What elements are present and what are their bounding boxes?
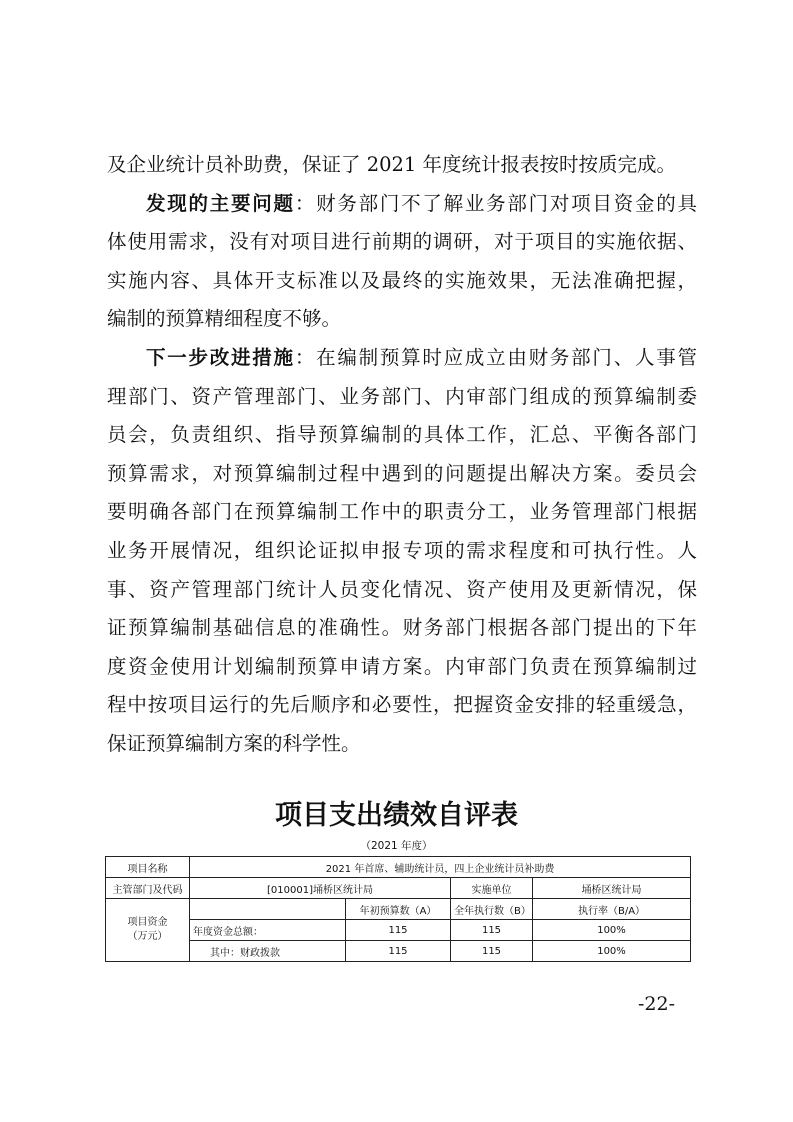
text-fragment: ：财务部门不了解业务部门对项目资金的具 [294, 191, 697, 215]
rate-cell: 100% [533, 941, 691, 962]
impl-unit-label: 实施单位 [451, 878, 533, 899]
text-line: 业务开展情况，组织论证拟申报专项的需求程度和可执行性。人 [107, 538, 697, 562]
paragraph-heading: 发现的主要问题 [146, 191, 295, 215]
impl-unit-value: 埇桥区统计局 [533, 878, 691, 899]
performance-evaluation-table [105, 856, 691, 962]
col-header-executed: 全年执行数（B） [451, 899, 533, 920]
text-line [107, 339, 697, 378]
table-year: （2021 年度） [360, 840, 433, 852]
paragraph-main-problems [107, 185, 697, 339]
col-header-rate: 执行率（B/A） [533, 899, 691, 920]
funds-label-line: 项目资金 [127, 917, 168, 928]
text-line: 事、资产管理部门统计人员变化情况、资产使用及更新情况，保 [107, 577, 697, 601]
budget-cell: 115 [346, 920, 451, 941]
table-row [106, 941, 691, 962]
text-line: 度资金使用计划编制预算申请方案。内审部门负责在预算编制过 [107, 654, 697, 678]
text-line: 保证预算编制方案的科学性。 [107, 731, 361, 755]
text-line: 体使用需求，没有对项目进行前期的调研，对于项目的实施依据、 [107, 230, 697, 254]
paragraph-continuation [107, 146, 697, 185]
table-row [106, 857, 691, 878]
text-line [107, 185, 697, 224]
text-line: 实施内容、具体开支标准以及最终的实施效果，无法准确把握， [107, 268, 697, 292]
text-line: 证预算编制基础信息的准确性。财务部门根据各部门提出的下年 [107, 616, 697, 640]
text-line: 预算需求，对预算编制过程中遇到的问题提出解决方案。委员会 [107, 461, 697, 485]
funds-label [106, 899, 190, 962]
text-fragment: ：在编制预算时应成立由财务部门、人事管 [294, 346, 697, 369]
project-name-value: 2021 年首席、辅助统计员，四上企业统计员补助费 [190, 857, 691, 878]
executed-cell: 115 [451, 941, 533, 962]
table-row [106, 899, 691, 920]
table-row [106, 878, 691, 899]
row-label: 年度资金总额： [190, 920, 346, 941]
text-line: 要明确各部门在预算编制工作中的职责分工，业务管理部门根据 [107, 500, 697, 524]
text-line: 员会，负责组织、指导预算编制的具体工作，汇总、平衡各部门 [107, 423, 697, 447]
paragraph-next-steps [107, 339, 697, 764]
table-title: 项目支出绩效自评表 [275, 800, 518, 831]
rate-cell: 100% [533, 920, 691, 941]
budget-cell: 115 [346, 941, 451, 962]
executed-cell: 115 [451, 920, 533, 941]
funds-unit-line: （万元） [127, 931, 168, 942]
text-line: 及企业统计员补助费，保证了 2021 年度统计报表按时按质完成。 [107, 153, 677, 176]
text-line: 编制的预算精细程度不够。 [107, 307, 342, 331]
dept-value: [010001]埇桥区统计局 [190, 878, 451, 899]
paragraph-heading: 下一步改进措施 [146, 346, 295, 369]
table-row [106, 920, 691, 941]
dept-label: 主管部门及代码 [106, 878, 190, 899]
text-line: 理部门、资产管理部门、业务部门、内审部门组成的预算编制委 [107, 384, 697, 408]
empty-header-cell [190, 899, 346, 920]
col-header-budget: 年初预算数（A） [346, 899, 451, 920]
text-line: 程中按项目运行的先后顺序和必要性，把握资金安排的轻重缓急， [107, 693, 697, 717]
row-label: 其中：财政拨款 [190, 941, 346, 962]
project-name-label: 项目名称 [106, 857, 190, 878]
page-number: -22- [638, 993, 676, 1015]
